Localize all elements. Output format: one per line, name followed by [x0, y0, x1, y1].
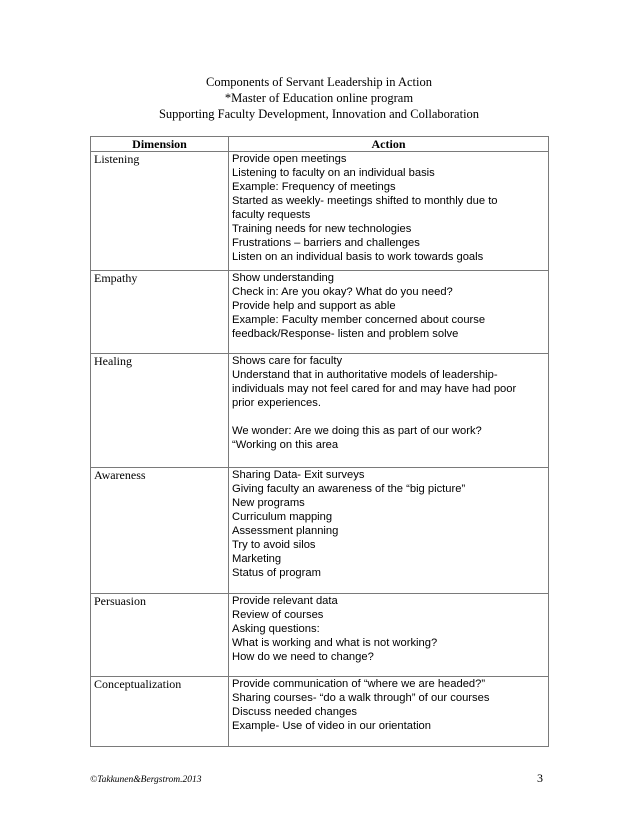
action-line: Curriculum mapping	[232, 511, 333, 523]
action-line: Check in: Are you okay? What do you need?	[232, 286, 453, 298]
table-row	[91, 468, 549, 594]
action-line: feedback/Response- listen and problem solve	[232, 328, 459, 340]
action-line: Example: Faculty member concerned about course	[232, 314, 486, 326]
dimension-cell: Healing	[91, 354, 229, 468]
table-row	[91, 152, 549, 271]
action-line: faculty requests	[232, 209, 311, 221]
table-row	[91, 354, 549, 468]
action-line: Provide relevant data	[232, 595, 338, 607]
action-line: New programs	[232, 497, 305, 509]
dimension-cell: Listening	[91, 152, 229, 271]
action-line: Sharing Data- Exit surveys	[232, 469, 365, 481]
action-spacer	[232, 410, 545, 424]
table-row	[91, 271, 549, 354]
action-line: individuals may not feel cared for and may have had poor	[232, 383, 517, 395]
action-line: Listen on an individual basis to work towards goals	[232, 251, 484, 263]
footer-copyright: ©Takkunen&Bergstrom.2013	[90, 775, 202, 785]
action-line: “Working on this area	[232, 439, 339, 451]
action-cell	[229, 354, 549, 468]
action-line: Example- Use of video in our orientation	[232, 720, 431, 732]
action-line: Status of program	[232, 567, 321, 579]
action-line: Assessment planning	[232, 525, 339, 537]
action-line: Giving faculty an awareness of the “big picture”	[232, 483, 466, 495]
dimension-cell: Empathy	[91, 271, 229, 354]
action-line: Provide open meetings	[232, 153, 347, 165]
program-subtitle: *Master of Education online program	[224, 91, 414, 105]
servant-leadership-table	[90, 136, 549, 747]
action-line: Discuss needed changes	[232, 706, 358, 718]
action-cell	[229, 152, 549, 271]
action-line: Started as weekly- meetings shifted to monthly due to	[232, 195, 498, 207]
action-cell	[229, 594, 549, 677]
action-line: prior experiences.	[232, 397, 321, 409]
document-title: Components of Servant Leadership in Action	[205, 75, 432, 89]
table-header-row	[91, 137, 549, 152]
dimension-cell: Awareness	[91, 468, 229, 594]
action-line: Example: Frequency of meetings	[232, 181, 396, 193]
document-title-block	[0, 74, 638, 122]
dimension-cell: Persuasion	[91, 594, 229, 677]
action-cell	[229, 677, 549, 747]
action-line: We wonder: Are we doing this as part of our work?	[232, 425, 482, 437]
document-tagline: Supporting Faculty Development, Innovation and Collaboration	[158, 107, 480, 121]
column-header-dimension: Dimension	[91, 137, 229, 152]
column-header-action: Action	[229, 137, 549, 152]
action-line: Try to avoid silos	[232, 539, 316, 551]
table-row	[91, 677, 549, 747]
action-line: Understand that in authoritative models of leadership-	[232, 369, 498, 381]
action-line: Shows care for faculty	[232, 355, 343, 367]
action-line: What is working and what is not working?	[232, 637, 438, 649]
action-line: Listening to faculty on an individual basis	[232, 167, 435, 179]
action-line: Training needs for new technologies	[232, 223, 412, 235]
table-body	[91, 152, 549, 747]
action-line: Show understanding	[232, 272, 335, 284]
dimension-cell: Conceptualization	[91, 677, 229, 747]
action-line: Provide communication of “where we are headed?”	[232, 678, 486, 690]
action-line: Asking questions:	[232, 623, 320, 635]
action-line: Provide help and support as able	[232, 300, 396, 312]
action-cell	[229, 271, 549, 354]
page-number: 3	[537, 771, 543, 785]
action-line: Marketing	[232, 553, 282, 565]
action-line: How do we need to change?	[232, 651, 374, 663]
action-line: Frustrations – barriers and challenges	[232, 237, 420, 249]
action-line: Sharing courses- “do a walk through” of our courses	[232, 692, 490, 704]
action-cell	[229, 468, 549, 594]
table-row	[91, 594, 549, 677]
action-line: Review of courses	[232, 609, 324, 621]
